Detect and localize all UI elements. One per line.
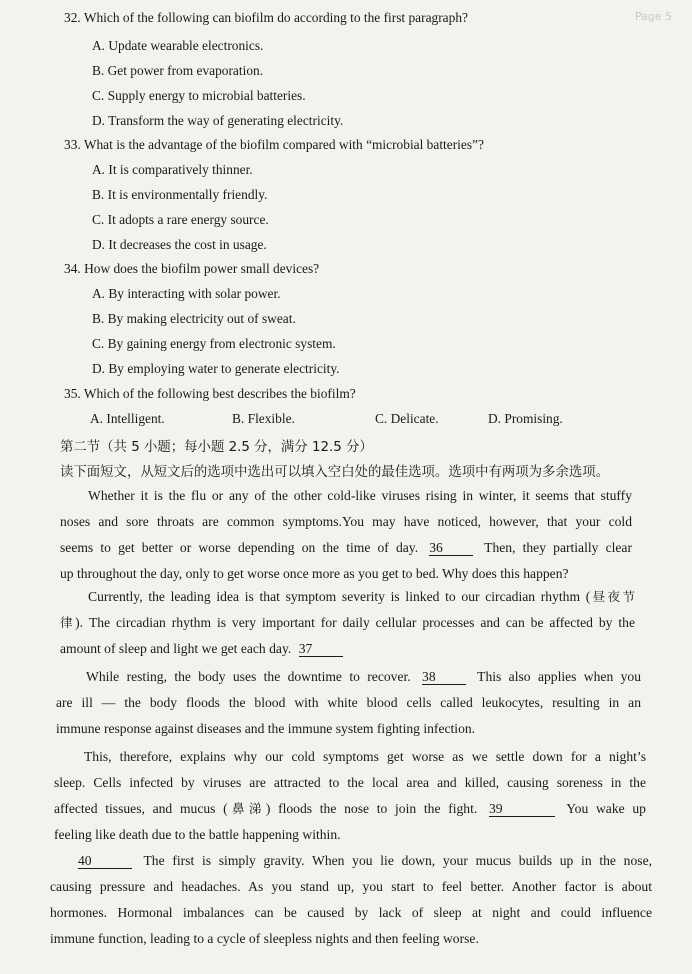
p1-line-1: Whether it is the flu or any of the other cold-like viruses rising in winter, it seems that stuffy (88, 488, 632, 503)
question-34-stem: 34. How does the biofilm power small devices? (64, 261, 320, 276)
p3-line-2: are ill — the body floods the blood with white blood cells called leukocytes, resulting in an (56, 695, 641, 710)
p1-line-3-text-b: Then, they partially clear (484, 540, 632, 555)
p4-line-3-chinese: 鼻涕 (227, 801, 266, 816)
question-34-option-a: A. By interacting with solar power. (92, 286, 281, 301)
section-2-header: 第二节（共 5 小题；每小题 2.5 分，满分 12.5 分） (60, 440, 373, 455)
question-32-stem: 32. Which of the following can biofilm do according to the first paragraph? (64, 10, 468, 25)
question-35-stem: 35. Which of the following best describes the biofilm? (64, 386, 356, 401)
question-33-option-b: B. It is environmentally friendly. (92, 187, 268, 202)
question-33-option-d: D. It decreases the cost in usage. (92, 237, 267, 252)
p5-line-1-text: The first is simply gravity. When you lie down, your mucus builds up in the nose, (143, 853, 652, 868)
passage-paragraph-2 (60, 584, 635, 662)
p5-line-4: immune function, leading to a cycle of sleepless nights and then feeling worse. (50, 931, 479, 946)
p3-line-1-text-a: While resting, the body uses the downtime to recover. (86, 669, 411, 684)
p4-line-3 (54, 796, 646, 822)
bleed-through-text: Page 5 (634, 10, 672, 23)
question-32-option-c: C. Supply energy to microbial batteries. (92, 88, 306, 103)
question-35-option-b: B. Flexible. (232, 411, 295, 426)
p2-line-1 (60, 584, 635, 610)
passage-paragraph-5 (50, 848, 652, 952)
section-2-instructions: 读下面短文，从短文后的选项中选出可以填入空白处的最佳选项。选项中有两项为多余选项。 (60, 465, 610, 480)
question-33-stem: 33. What is the advantage of the biofilm compared with “microbial batteries”? (64, 137, 484, 152)
p3-line-1-text-b: This also applies when you (477, 669, 642, 684)
p2-line-1-text: Currently, the leading idea is that symptom severity is linked to our circadian rhythm ( (88, 589, 591, 604)
question-32-option-a: A. Update wearable electronics. (92, 38, 264, 53)
question-32-option-d: D. Transform the way of generating electricity. (92, 113, 344, 128)
question-32-option-b: B. Get power from evaporation. (92, 63, 264, 78)
p5-line-2: causing pressure and headaches. As you stand up, you start to feel better. Another factor is about (50, 879, 652, 894)
question-35-option-d: D. Promising. (488, 411, 563, 426)
p3-line-1 (56, 664, 641, 690)
passage-paragraph-1 (60, 483, 632, 587)
p1-line-3-text-a: seems to get better or worse depending on the time of day. (60, 540, 419, 555)
blank-39: 39 (489, 802, 555, 817)
question-35-option-c: C. Delicate. (375, 411, 439, 426)
p2-line-1-chinese: 昼夜节 (590, 589, 636, 604)
p4-line-2: sleep. Cells infected by viruses are attracted to the local area and killed, causing soreness in the (54, 775, 646, 790)
question-34-option-d: D. By employing water to generate electricity. (92, 361, 340, 376)
question-33-option-a: A. It is comparatively thinner. (92, 162, 253, 177)
p4-line-3-text-c: You wake up (566, 801, 646, 816)
p5-line-1 (50, 848, 652, 874)
passage-paragraph-4 (54, 744, 646, 848)
question-33-option-c: C. It adopts a rare energy source. (92, 212, 269, 227)
passage-paragraph-3 (56, 664, 641, 742)
blank-40: 40 (78, 854, 132, 869)
p4-line-3-text-b: ) floods the nose to join the fight. (265, 801, 478, 816)
blank-38: 38 (422, 670, 466, 685)
question-34-option-c: C. By gaining energy from electronic system. (92, 336, 336, 351)
p5-line-3: hormones. Hormonal imbalances can be caused by lack of sleep at night and could influence (50, 905, 652, 920)
p4-line-4: feeling like death due to the battle happening within. (54, 827, 341, 842)
blank-37: 37 (299, 642, 343, 657)
question-35-option-a: A. Intelligent. (90, 411, 165, 426)
p1-line-3 (60, 535, 632, 561)
p4-line-3-text-a: affected tissues, and mucus ( (54, 801, 228, 816)
p2-line-2-text: ). The circadian rhythm is very important for daily cellular processes and can be affected by the (75, 615, 635, 630)
p2-line-2-chinese: 律 (60, 615, 76, 630)
p2-line-2 (60, 610, 635, 636)
p2-line-3 (60, 636, 635, 662)
p1-line-4: up throughout the day, only to get worse once more as you get to bed. Why does this happen? (60, 566, 569, 581)
blank-36: 36 (429, 541, 473, 556)
p4-line-1: This, therefore, explains why our cold symptoms get worse as we settle down for a night’s (84, 749, 646, 764)
p1-line-2: noses and sore throats are common symptoms.You may have noticed, however, that your cold (60, 514, 632, 529)
p3-line-3: immune response against diseases and the immune system fighting infection. (56, 721, 476, 736)
question-34-option-b: B. By making electricity out of sweat. (92, 311, 296, 326)
p2-line-3-text: amount of sleep and light we get each day. (60, 641, 292, 656)
